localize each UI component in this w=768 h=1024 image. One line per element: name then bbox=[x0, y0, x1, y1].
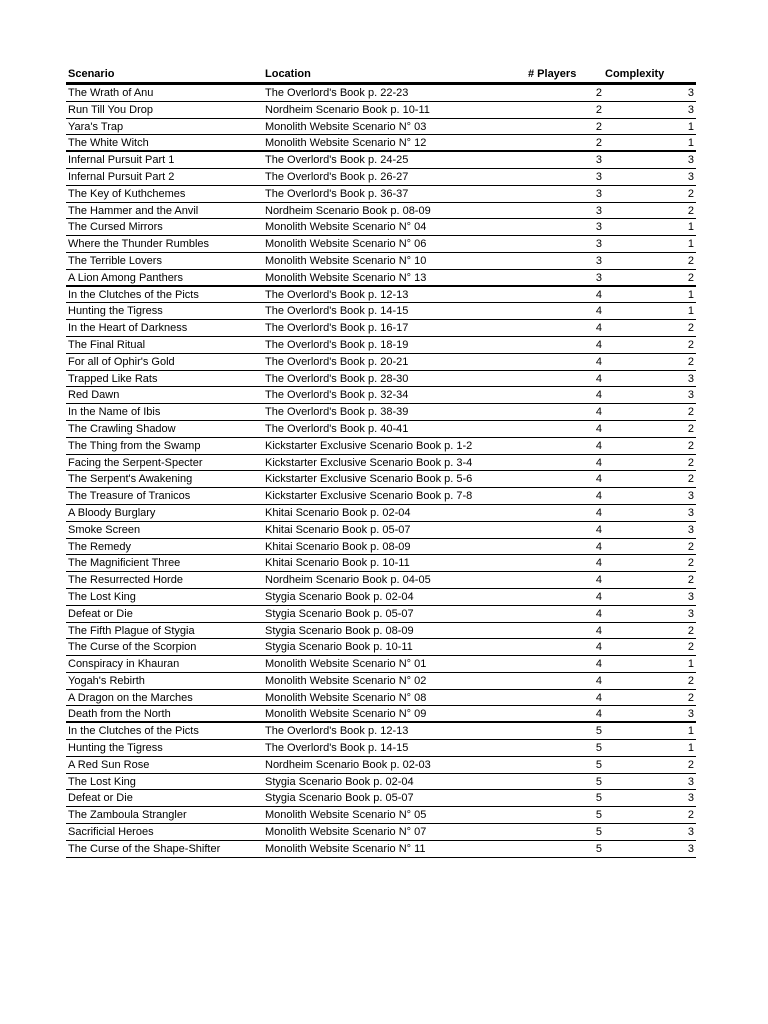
cell-location: The Overlord's Book p. 14-15 bbox=[265, 742, 409, 755]
cell-players: 4 bbox=[595, 490, 602, 503]
cell-scenario: Hunting the Tigress bbox=[68, 305, 163, 318]
cell-location: Nordheim Scenario Book p. 04-05 bbox=[265, 574, 431, 587]
cell-complexity: 2 bbox=[687, 456, 694, 469]
table-row bbox=[66, 371, 696, 388]
cell-players: 4 bbox=[595, 691, 602, 704]
table-row bbox=[66, 203, 696, 220]
table-row bbox=[66, 135, 696, 152]
table-row bbox=[66, 219, 696, 236]
cell-players: 2 bbox=[595, 103, 602, 116]
cell-players: 3 bbox=[595, 238, 602, 251]
cell-complexity: 2 bbox=[687, 271, 694, 284]
cell-complexity: 3 bbox=[687, 103, 694, 116]
table-row bbox=[66, 539, 696, 556]
table-row bbox=[66, 555, 696, 572]
cell-complexity: 3 bbox=[687, 792, 694, 805]
cell-players: 4 bbox=[595, 389, 602, 402]
table-row bbox=[66, 169, 696, 186]
cell-complexity: 2 bbox=[687, 809, 694, 822]
cell-complexity: 3 bbox=[687, 590, 694, 603]
cell-scenario: The Cursed Mirrors bbox=[68, 221, 163, 234]
cell-players: 4 bbox=[595, 523, 602, 536]
cell-location: Monolith Website Scenario N° 08 bbox=[265, 691, 427, 704]
cell-scenario: In the Heart of Darkness bbox=[68, 322, 188, 335]
cell-complexity: 2 bbox=[687, 355, 694, 368]
cell-players: 5 bbox=[595, 725, 602, 738]
table-row bbox=[66, 236, 696, 253]
cell-location: The Overlord's Book p. 40-41 bbox=[265, 422, 409, 435]
cell-location: Stygia Scenario Book p. 02-04 bbox=[265, 775, 414, 788]
cell-location: The Overlord's Book p. 12-13 bbox=[265, 725, 409, 738]
table-row bbox=[66, 119, 696, 136]
cell-players: 5 bbox=[595, 775, 602, 788]
table-row bbox=[66, 841, 696, 858]
cell-location: The Overlord's Book p. 16-17 bbox=[265, 322, 409, 335]
table-row bbox=[66, 656, 696, 673]
cell-location: Monolith Website Scenario N° 04 bbox=[265, 221, 427, 234]
cell-players: 4 bbox=[595, 338, 602, 351]
cell-players: 4 bbox=[595, 473, 602, 486]
table-row bbox=[66, 85, 696, 102]
cell-complexity: 2 bbox=[687, 758, 694, 771]
table-row bbox=[66, 387, 696, 404]
cell-location: Khitai Scenario Book p. 05-07 bbox=[265, 523, 411, 536]
cell-players: 4 bbox=[595, 305, 602, 318]
cell-complexity: 3 bbox=[687, 372, 694, 385]
cell-scenario: Trapped Like Rats bbox=[68, 372, 158, 385]
cell-scenario: Hunting the Tigress bbox=[68, 742, 163, 755]
cell-location: Monolith Website Scenario N° 06 bbox=[265, 238, 427, 251]
cell-complexity: 3 bbox=[687, 87, 694, 99]
cell-complexity: 3 bbox=[687, 389, 694, 402]
cell-location: Monolith Website Scenario N° 02 bbox=[265, 674, 427, 687]
cell-location: Kickstarter Exclusive Scenario Book p. 3-4 bbox=[265, 456, 473, 469]
table-row bbox=[66, 270, 696, 287]
cell-location: Monolith Website Scenario N° 01 bbox=[265, 658, 427, 671]
cell-scenario: The Thing from the Swamp bbox=[68, 439, 201, 452]
cell-complexity: 2 bbox=[687, 187, 694, 200]
cell-complexity: 3 bbox=[687, 506, 694, 519]
cell-players: 4 bbox=[595, 506, 602, 519]
cell-scenario: The Key of Kuthchemes bbox=[68, 187, 186, 200]
cell-scenario: Smoke Screen bbox=[68, 523, 141, 536]
cell-scenario: The Curse of the Shape-Shifter bbox=[68, 842, 221, 855]
cell-scenario: The Wrath of Anu bbox=[68, 87, 154, 99]
cell-location: Nordheim Scenario Book p. 08-09 bbox=[265, 204, 431, 217]
cell-location: Khitai Scenario Book p. 10-11 bbox=[265, 557, 410, 570]
cell-scenario: A Red Sun Rose bbox=[68, 758, 150, 771]
cell-complexity: 1 bbox=[687, 305, 694, 318]
cell-players: 4 bbox=[595, 422, 602, 435]
cell-location: Kickstarter Exclusive Scenario Book p. 7-8 bbox=[265, 490, 473, 503]
table-row bbox=[66, 673, 696, 690]
cell-location: Stygia Scenario Book p. 08-09 bbox=[265, 624, 414, 637]
cell-players: 4 bbox=[595, 624, 602, 637]
column-header-scenario: Scenario bbox=[68, 68, 115, 80]
cell-players: 3 bbox=[595, 154, 602, 167]
cell-complexity: 2 bbox=[687, 406, 694, 419]
cell-complexity: 1 bbox=[687, 288, 694, 301]
table-row bbox=[66, 253, 696, 270]
cell-location: The Overlord's Book p. 12-13 bbox=[265, 288, 409, 301]
cell-scenario: The Treasure of Tranicos bbox=[68, 490, 191, 503]
cell-location: Kickstarter Exclusive Scenario Book p. 1-2 bbox=[265, 439, 473, 452]
cell-players: 4 bbox=[595, 540, 602, 553]
cell-scenario: The Fifth Plague of Stygia bbox=[68, 624, 195, 637]
cell-location: Monolith Website Scenario N° 05 bbox=[265, 809, 427, 822]
cell-players: 4 bbox=[595, 607, 602, 620]
cell-complexity: 3 bbox=[687, 154, 694, 167]
cell-complexity: 2 bbox=[687, 439, 694, 452]
table-row bbox=[66, 589, 696, 606]
cell-location: The Overlord's Book p. 26-27 bbox=[265, 170, 409, 183]
cell-complexity: 1 bbox=[687, 725, 694, 738]
table-row bbox=[66, 152, 696, 169]
table-row bbox=[66, 757, 696, 774]
cell-players: 4 bbox=[595, 641, 602, 654]
cell-players: 2 bbox=[595, 120, 602, 133]
cell-complexity: 2 bbox=[687, 691, 694, 704]
cell-complexity: 2 bbox=[687, 204, 694, 217]
cell-players: 3 bbox=[595, 221, 602, 234]
table-row bbox=[66, 102, 696, 119]
table-row bbox=[66, 740, 696, 757]
cell-scenario: Infernal Pursuit Part 1 bbox=[68, 154, 175, 167]
cell-players: 4 bbox=[595, 708, 602, 721]
cell-scenario: Yogah's Rebirth bbox=[68, 674, 145, 687]
cell-complexity: 2 bbox=[687, 254, 694, 267]
table-row bbox=[66, 471, 696, 488]
cell-scenario: A Dragon on the Marches bbox=[68, 691, 193, 704]
column-header-complexity: Complexity bbox=[605, 68, 665, 80]
cell-players: 5 bbox=[595, 826, 602, 839]
cell-location: Kickstarter Exclusive Scenario Book p. 5-6 bbox=[265, 473, 473, 486]
cell-players: 4 bbox=[595, 557, 602, 570]
table-body bbox=[66, 85, 696, 858]
column-header-players: # Players bbox=[528, 68, 577, 80]
cell-location: The Overlord's Book p. 36-37 bbox=[265, 187, 409, 200]
cell-complexity: 1 bbox=[687, 221, 694, 234]
cell-scenario: The Magnificient Three bbox=[68, 557, 181, 570]
cell-scenario: Where the Thunder Rumbles bbox=[68, 238, 210, 251]
table-row bbox=[66, 824, 696, 841]
cell-scenario: Yara's Trap bbox=[68, 120, 124, 133]
cell-complexity: 2 bbox=[687, 574, 694, 587]
cell-scenario: A Lion Among Panthers bbox=[68, 271, 183, 284]
cell-location: Stygia Scenario Book p. 05-07 bbox=[265, 607, 414, 620]
table-row bbox=[66, 455, 696, 472]
cell-complexity: 1 bbox=[687, 238, 694, 251]
table-row bbox=[66, 488, 696, 505]
table-row bbox=[66, 690, 696, 707]
table-row bbox=[66, 639, 696, 656]
table-row bbox=[66, 606, 696, 623]
cell-players: 2 bbox=[595, 87, 602, 99]
cell-scenario: In the Clutches of the Picts bbox=[68, 288, 199, 301]
cell-location: Stygia Scenario Book p. 05-07 bbox=[265, 792, 414, 805]
cell-location: Monolith Website Scenario N° 11 bbox=[265, 842, 426, 855]
cell-complexity: 2 bbox=[687, 641, 694, 654]
cell-complexity: 2 bbox=[687, 322, 694, 335]
cell-players: 5 bbox=[595, 742, 602, 755]
cell-scenario: The Crawling Shadow bbox=[68, 422, 176, 435]
cell-scenario: Conspiracy in Khauran bbox=[68, 658, 180, 671]
cell-location: The Overlord's Book p. 32-34 bbox=[265, 389, 409, 402]
cell-location: Nordheim Scenario Book p. 10-11 bbox=[265, 103, 430, 116]
cell-complexity: 2 bbox=[687, 674, 694, 687]
cell-location: Monolith Website Scenario N° 09 bbox=[265, 708, 427, 721]
cell-scenario: The Resurrected Horde bbox=[68, 574, 183, 587]
cell-complexity: 3 bbox=[687, 523, 694, 536]
cell-scenario: Infernal Pursuit Part 2 bbox=[68, 170, 175, 183]
cell-scenario: Defeat or Die bbox=[68, 792, 133, 805]
cell-scenario: The Lost King bbox=[68, 775, 136, 788]
cell-players: 5 bbox=[595, 809, 602, 822]
table-row bbox=[66, 354, 696, 371]
cell-location: Monolith Website Scenario N° 13 bbox=[265, 271, 427, 284]
cell-players: 4 bbox=[595, 456, 602, 469]
scenario-table bbox=[66, 66, 696, 858]
cell-complexity: 3 bbox=[687, 607, 694, 620]
cell-complexity: 2 bbox=[687, 624, 694, 637]
cell-scenario: The Hammer and the Anvil bbox=[68, 204, 199, 217]
cell-location: Khitai Scenario Book p. 08-09 bbox=[265, 540, 411, 553]
table-row bbox=[66, 438, 696, 455]
cell-scenario: The Serpent's Awakening bbox=[68, 473, 193, 486]
cell-complexity: 1 bbox=[687, 742, 694, 755]
table-row bbox=[66, 505, 696, 522]
cell-players: 2 bbox=[595, 137, 602, 150]
cell-location: Monolith Website Scenario N° 10 bbox=[265, 254, 427, 267]
table-row bbox=[66, 320, 696, 337]
cell-location: The Overlord's Book p. 14-15 bbox=[265, 305, 409, 318]
cell-scenario: Defeat or Die bbox=[68, 607, 133, 620]
cell-complexity: 3 bbox=[687, 826, 694, 839]
cell-location: Stygia Scenario Book p. 10-11 bbox=[265, 641, 413, 654]
table-row bbox=[66, 572, 696, 589]
cell-complexity: 2 bbox=[687, 473, 694, 486]
cell-complexity: 2 bbox=[687, 338, 694, 351]
cell-complexity: 1 bbox=[687, 658, 694, 671]
cell-location: Monolith Website Scenario N° 07 bbox=[265, 826, 427, 839]
cell-scenario: The Curse of the Scorpion bbox=[68, 641, 197, 654]
column-header-location: Location bbox=[265, 68, 311, 80]
cell-players: 5 bbox=[595, 792, 602, 805]
table-row bbox=[66, 723, 696, 740]
cell-complexity: 1 bbox=[687, 120, 694, 133]
cell-players: 3 bbox=[595, 187, 602, 200]
cell-scenario: The Final Ritual bbox=[68, 338, 146, 351]
cell-scenario: Red Dawn bbox=[68, 389, 120, 402]
table-row bbox=[66, 522, 696, 539]
cell-complexity: 2 bbox=[687, 557, 694, 570]
cell-scenario: Sacrificial Heroes bbox=[68, 826, 154, 839]
cell-players: 4 bbox=[595, 406, 602, 419]
cell-complexity: 3 bbox=[687, 490, 694, 503]
cell-players: 5 bbox=[595, 758, 602, 771]
cell-location: The Overlord's Book p. 38-39 bbox=[265, 406, 409, 419]
cell-players: 4 bbox=[595, 322, 602, 335]
cell-location: Monolith Website Scenario N° 03 bbox=[265, 120, 427, 133]
table-row bbox=[66, 421, 696, 438]
cell-players: 4 bbox=[595, 674, 602, 687]
cell-scenario: In the Name of Ibis bbox=[68, 406, 161, 419]
table-row bbox=[66, 790, 696, 807]
table-row bbox=[66, 623, 696, 640]
cell-location: Stygia Scenario Book p. 02-04 bbox=[265, 590, 414, 603]
cell-scenario: A Bloody Burglary bbox=[68, 506, 156, 519]
cell-complexity: 3 bbox=[687, 170, 694, 183]
table-row bbox=[66, 807, 696, 824]
cell-players: 3 bbox=[595, 271, 602, 284]
cell-players: 4 bbox=[595, 574, 602, 587]
cell-complexity: 1 bbox=[687, 137, 694, 150]
cell-players: 4 bbox=[595, 658, 602, 671]
cell-players: 4 bbox=[595, 288, 602, 301]
cell-scenario: In the Clutches of the Picts bbox=[68, 725, 199, 738]
cell-location: Khitai Scenario Book p. 02-04 bbox=[265, 506, 411, 519]
cell-players: 3 bbox=[595, 254, 602, 267]
cell-complexity: 2 bbox=[687, 422, 694, 435]
cell-location: The Overlord's Book p. 24-25 bbox=[265, 154, 409, 167]
cell-location: Monolith Website Scenario N° 12 bbox=[265, 137, 427, 150]
cell-scenario: The Lost King bbox=[68, 590, 136, 603]
cell-scenario: The Terrible Lovers bbox=[68, 254, 162, 267]
cell-complexity: 3 bbox=[687, 708, 694, 721]
cell-location: The Overlord's Book p. 18-19 bbox=[265, 338, 409, 351]
table-row bbox=[66, 404, 696, 421]
cell-players: 4 bbox=[595, 372, 602, 385]
cell-scenario: Death from the North bbox=[68, 708, 171, 721]
cell-location: The Overlord's Book p. 22-23 bbox=[265, 87, 409, 99]
table-row bbox=[66, 287, 696, 304]
cell-complexity: 3 bbox=[687, 775, 694, 788]
cell-complexity: 2 bbox=[687, 540, 694, 553]
cell-scenario: Run Till You Drop bbox=[68, 103, 153, 116]
table-header bbox=[66, 66, 696, 85]
cell-scenario: Facing the Serpent-Specter bbox=[68, 456, 203, 469]
cell-players: 4 bbox=[595, 439, 602, 452]
cell-players: 4 bbox=[595, 590, 602, 603]
cell-scenario: The Remedy bbox=[68, 540, 131, 553]
cell-players: 5 bbox=[595, 842, 602, 855]
cell-scenario: The Zamboula Strangler bbox=[68, 809, 187, 822]
table-row bbox=[66, 337, 696, 354]
cell-scenario: The White Witch bbox=[68, 137, 149, 150]
cell-players: 3 bbox=[595, 204, 602, 217]
cell-complexity: 3 bbox=[687, 842, 694, 855]
cell-location: Nordheim Scenario Book p. 02-03 bbox=[265, 758, 431, 771]
table-row bbox=[66, 706, 696, 723]
cell-players: 3 bbox=[595, 170, 602, 183]
cell-players: 4 bbox=[595, 355, 602, 368]
cell-location: The Overlord's Book p. 20-21 bbox=[265, 355, 409, 368]
table-row bbox=[66, 186, 696, 203]
cell-scenario: For all of Ophir's Gold bbox=[68, 355, 175, 368]
table-row bbox=[66, 774, 696, 791]
table-row bbox=[66, 303, 696, 320]
cell-location: The Overlord's Book p. 28-30 bbox=[265, 372, 409, 385]
